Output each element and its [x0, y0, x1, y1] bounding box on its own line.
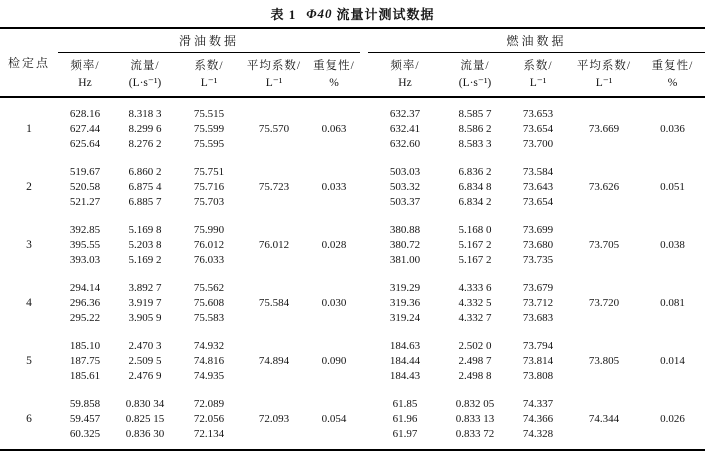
lube-coef-cell: 75.990	[193, 224, 225, 236]
fuel-coef-cell: 73.683	[522, 312, 554, 324]
lube-rep-cell: 0.028	[321, 239, 347, 251]
lube-coef-cell: 76.012	[193, 239, 225, 251]
col-unit: L⁻¹	[265, 77, 283, 89]
lube-avg-cell: 76.012	[258, 239, 290, 251]
fuel-coef-cell: 73.679	[522, 282, 554, 294]
fuel-flow-cell: 0.833 13	[455, 413, 495, 425]
fuel-avg-cell: 73.705	[588, 239, 620, 251]
fuel-flow-cell: 8.586 2	[458, 123, 492, 135]
fuel-coef-cell: 73.643	[522, 181, 554, 193]
fuel-rep-cell: 0.051	[660, 181, 685, 193]
lube-coef-cell: 72.134	[193, 428, 225, 440]
lube-flow-cell: 3.892 7	[128, 282, 162, 294]
fuel-freq-cell: 632.60	[389, 138, 421, 150]
lube-coef-cell: 75.703	[193, 196, 225, 208]
col-name: 流量/	[460, 60, 490, 72]
fuel-flow-cell: 8.585 7	[458, 108, 492, 120]
col-header-fuel-flow	[442, 53, 508, 98]
group-header-lube: 滑油数据	[58, 28, 360, 53]
fuel-rep-cell: 0.014	[660, 355, 685, 367]
fuel-coef-cell: 73.654	[522, 196, 554, 208]
col-unit: %	[329, 77, 339, 89]
point-cell: 6	[26, 413, 32, 425]
fuel-coef-cell: 73.700	[522, 138, 554, 150]
lube-flow-cell: 8.276 2	[128, 138, 162, 150]
lube-flow-cell: 5.169 2	[128, 254, 162, 266]
fuel-coef-cell: 73.735	[522, 254, 554, 266]
lube-coef-cell: 72.056	[193, 413, 225, 425]
table-row	[0, 397, 705, 412]
fuel-coef-cell: 73.654	[522, 123, 554, 135]
fuel-rep-cell: 0.038	[660, 239, 685, 251]
point-cell: 3	[26, 239, 32, 251]
lube-avg-cell: 75.570	[258, 123, 290, 135]
col-unit: (L·s⁻¹)	[128, 77, 162, 89]
fuel-coef-cell: 73.814	[522, 355, 554, 367]
fuel-freq-cell: 380.88	[389, 224, 421, 236]
lube-coef-cell: 76.033	[193, 254, 225, 266]
col-header-fuel-avg	[568, 53, 640, 98]
lube-flow-cell: 8.299 6	[128, 123, 162, 135]
lube-freq-cell: 60.325	[69, 428, 101, 440]
row-gap	[0, 442, 705, 450]
spacer-row	[0, 97, 705, 107]
fuel-avg-cell: 73.720	[588, 297, 620, 309]
row-gap	[0, 210, 705, 223]
fuel-coef-cell: 73.680	[522, 239, 554, 251]
col-unit: L⁻¹	[529, 77, 547, 89]
col-header-lube-freq	[58, 53, 112, 98]
fuel-freq-cell: 61.96	[392, 413, 418, 425]
lube-flow-cell: 6.860 2	[128, 166, 162, 178]
column-header-row	[0, 53, 705, 98]
row-gap	[0, 268, 705, 281]
lube-freq-cell: 185.10	[69, 340, 101, 352]
fuel-freq-cell: 184.44	[389, 355, 421, 367]
lube-freq-cell: 185.61	[69, 370, 101, 382]
group-header-fuel: 燃油数据	[368, 28, 705, 53]
point-cell: 5	[26, 355, 32, 367]
lube-coef-cell: 75.562	[193, 282, 225, 294]
lube-coef-cell: 74.935	[193, 370, 225, 382]
col-name: 频率/	[390, 60, 420, 72]
col-name: 平均系数/	[246, 60, 302, 72]
spacer-row	[0, 152, 705, 165]
table-row	[0, 223, 705, 238]
fuel-flow-cell: 6.834 2	[458, 196, 492, 208]
col-name: 重复性/	[651, 60, 694, 72]
fuel-flow-cell: 4.333 6	[458, 282, 492, 294]
lube-coef-cell: 75.608	[193, 297, 225, 309]
flowmeter-data-table	[0, 27, 705, 451]
column-gap	[360, 281, 368, 326]
lube-freq-cell: 395.55	[69, 239, 101, 251]
lube-coef-cell: 75.583	[193, 312, 225, 324]
caption-label: 表 1	[270, 7, 297, 22]
point-cell: 2	[26, 181, 32, 193]
col-header-lube-flow	[112, 53, 178, 98]
fuel-freq-cell: 632.41	[389, 123, 421, 135]
fuel-freq-cell: 319.29	[389, 282, 421, 294]
fuel-freq-cell: 503.37	[389, 196, 421, 208]
spacer-row	[0, 442, 705, 450]
point-cell: 4	[26, 297, 32, 309]
table-row	[0, 165, 705, 180]
col-header-fuel-rep	[640, 53, 705, 98]
column-gap	[360, 397, 368, 442]
fuel-flow-cell: 2.498 7	[458, 355, 492, 367]
fuel-coef-cell: 73.794	[522, 340, 554, 352]
lube-freq-cell: 393.03	[69, 254, 101, 266]
fuel-flow-cell: 5.167 2	[458, 239, 492, 251]
corner-header-point: 检定点	[0, 28, 58, 97]
lube-avg-cell: 72.093	[258, 413, 290, 425]
lube-freq-cell: 520.58	[69, 181, 101, 193]
fuel-coef-cell: 73.699	[522, 224, 554, 236]
lube-coef-cell: 75.599	[193, 123, 225, 135]
fuel-avg-cell: 73.626	[588, 181, 620, 193]
lube-coef-cell: 75.515	[193, 108, 225, 120]
col-header-fuel-coef	[508, 53, 568, 98]
lube-coef-cell: 75.595	[193, 138, 225, 150]
lube-rep-cell: 0.030	[321, 297, 347, 309]
col-name: 频率/	[70, 60, 100, 72]
fuel-flow-cell: 4.332 5	[458, 297, 492, 309]
col-unit: %	[667, 77, 678, 89]
spacer-row	[0, 384, 705, 397]
col-name: 重复性/	[313, 60, 355, 72]
lube-flow-cell: 0.836 30	[125, 428, 165, 440]
fuel-flow-cell: 4.332 7	[458, 312, 492, 324]
fuel-flow-cell: 5.168 0	[458, 224, 492, 236]
lube-avg-cell: 74.894	[258, 355, 290, 367]
col-unit: Hz	[398, 77, 412, 89]
table-row	[0, 107, 705, 122]
lube-flow-cell: 6.875 4	[128, 181, 162, 193]
col-name: 系数/	[523, 60, 553, 72]
row-gap	[0, 384, 705, 397]
row-gap	[0, 152, 705, 165]
lube-rep-cell: 0.054	[321, 413, 347, 425]
lube-flow-cell: 2.470 3	[128, 340, 162, 352]
lube-rep-cell: 0.063	[321, 123, 347, 135]
column-gap	[360, 339, 368, 384]
lube-avg-cell: 75.584	[258, 297, 290, 309]
lube-freq-cell: 392.85	[69, 224, 101, 236]
col-unit: Hz	[78, 77, 92, 89]
lube-freq-cell: 519.67	[69, 166, 101, 178]
column-gap	[360, 223, 368, 268]
lube-flow-cell: 5.169 8	[128, 224, 162, 236]
fuel-flow-cell: 0.833 72	[455, 428, 495, 440]
col-unit: L⁻¹	[200, 77, 218, 89]
col-unit: (L·s⁻¹)	[458, 77, 492, 89]
lube-rep-cell: 0.033	[321, 181, 347, 193]
lube-freq-cell: 627.44	[69, 123, 101, 135]
table-body	[0, 97, 705, 450]
caption-text: 流量计测试数据	[336, 7, 435, 22]
lube-avg-cell: 75.723	[258, 181, 290, 193]
fuel-freq-cell: 632.37	[389, 108, 421, 120]
fuel-rep-cell: 0.081	[660, 297, 685, 309]
lube-coef-cell: 75.716	[193, 181, 225, 193]
fuel-avg-cell: 74.344	[588, 413, 620, 425]
lube-flow-cell: 0.825 15	[125, 413, 165, 425]
lube-coef-cell: 74.932	[193, 340, 225, 352]
group-divider	[360, 53, 368, 98]
fuel-coef-cell: 73.808	[522, 370, 554, 382]
fuel-coef-cell: 74.337	[522, 398, 554, 410]
col-header-lube-rep	[308, 53, 360, 98]
fuel-freq-cell: 184.43	[389, 370, 421, 382]
fuel-flow-cell: 5.167 2	[458, 254, 492, 266]
fuel-flow-cell: 6.834 8	[458, 181, 492, 193]
fuel-avg-cell: 73.805	[588, 355, 620, 367]
fuel-flow-cell: 8.583 3	[458, 138, 492, 150]
lube-flow-cell: 8.318 3	[128, 108, 162, 120]
lube-freq-cell: 294.14	[69, 282, 101, 294]
lube-freq-cell: 625.64	[69, 138, 101, 150]
fuel-freq-cell: 503.03	[389, 166, 421, 178]
lube-freq-cell: 59.457	[69, 413, 101, 425]
col-header-lube-avg	[240, 53, 308, 98]
col-name: 流量/	[130, 60, 160, 72]
point-cell: 1	[26, 123, 32, 135]
col-header-fuel-freq	[368, 53, 442, 98]
column-gap	[360, 165, 368, 210]
lube-freq-cell: 59.858	[69, 398, 101, 410]
fuel-flow-cell: 0.832 05	[455, 398, 495, 410]
fuel-flow-cell: 2.502 0	[458, 340, 492, 352]
fuel-coef-cell: 73.584	[522, 166, 554, 178]
row-gap	[0, 97, 705, 107]
lube-rep-cell: 0.090	[321, 355, 347, 367]
fuel-freq-cell: 319.36	[389, 297, 421, 309]
lube-flow-cell: 3.919 7	[128, 297, 162, 309]
lube-flow-cell: 2.476 9	[128, 370, 162, 382]
fuel-coef-cell: 73.712	[522, 297, 554, 309]
lube-flow-cell: 6.885 7	[128, 196, 162, 208]
fuel-avg-cell: 73.669	[588, 123, 620, 135]
fuel-freq-cell: 503.32	[389, 181, 421, 193]
fuel-freq-cell: 61.97	[392, 428, 418, 440]
fuel-rep-cell: 0.036	[660, 123, 685, 135]
lube-freq-cell: 521.27	[69, 196, 101, 208]
lube-freq-cell: 628.16	[69, 108, 101, 120]
spacer-row	[0, 268, 705, 281]
fuel-freq-cell: 381.00	[389, 254, 421, 266]
group-header-row	[0, 28, 705, 53]
lube-coef-cell: 74.816	[193, 355, 225, 367]
lube-freq-cell: 296.36	[69, 297, 101, 309]
table-caption	[0, 0, 705, 27]
row-gap	[0, 326, 705, 339]
table-row	[0, 339, 705, 354]
table-row	[0, 281, 705, 296]
col-name: 系数/	[194, 60, 224, 72]
fuel-flow-cell: 2.498 8	[458, 370, 492, 382]
fuel-freq-cell: 184.63	[389, 340, 421, 352]
spacer-row	[0, 210, 705, 223]
column-gap	[360, 107, 368, 152]
group-divider	[360, 28, 368, 53]
col-header-lube-coef	[178, 53, 240, 98]
fuel-coef-cell: 74.366	[522, 413, 554, 425]
lube-freq-cell: 295.22	[69, 312, 101, 324]
lube-flow-cell: 3.905 9	[128, 312, 162, 324]
fuel-freq-cell: 380.72	[389, 239, 421, 251]
fuel-freq-cell: 61.85	[392, 398, 418, 410]
lube-coef-cell: 72.089	[193, 398, 225, 410]
fuel-rep-cell: 0.026	[660, 413, 685, 425]
lube-flow-cell: 0.830 34	[125, 398, 165, 410]
lube-coef-cell: 75.751	[193, 166, 225, 178]
lube-flow-cell: 5.203 8	[128, 239, 162, 251]
caption-symbol: Φ40	[306, 5, 333, 21]
col-unit: L⁻¹	[595, 77, 613, 89]
col-name: 平均系数/	[576, 60, 632, 72]
lube-freq-cell: 187.75	[69, 355, 101, 367]
fuel-coef-cell: 73.653	[522, 108, 554, 120]
fuel-freq-cell: 319.24	[389, 312, 421, 324]
lube-flow-cell: 2.509 5	[128, 355, 162, 367]
fuel-coef-cell: 74.328	[522, 428, 554, 440]
fuel-flow-cell: 6.836 2	[458, 166, 492, 178]
spacer-row	[0, 326, 705, 339]
